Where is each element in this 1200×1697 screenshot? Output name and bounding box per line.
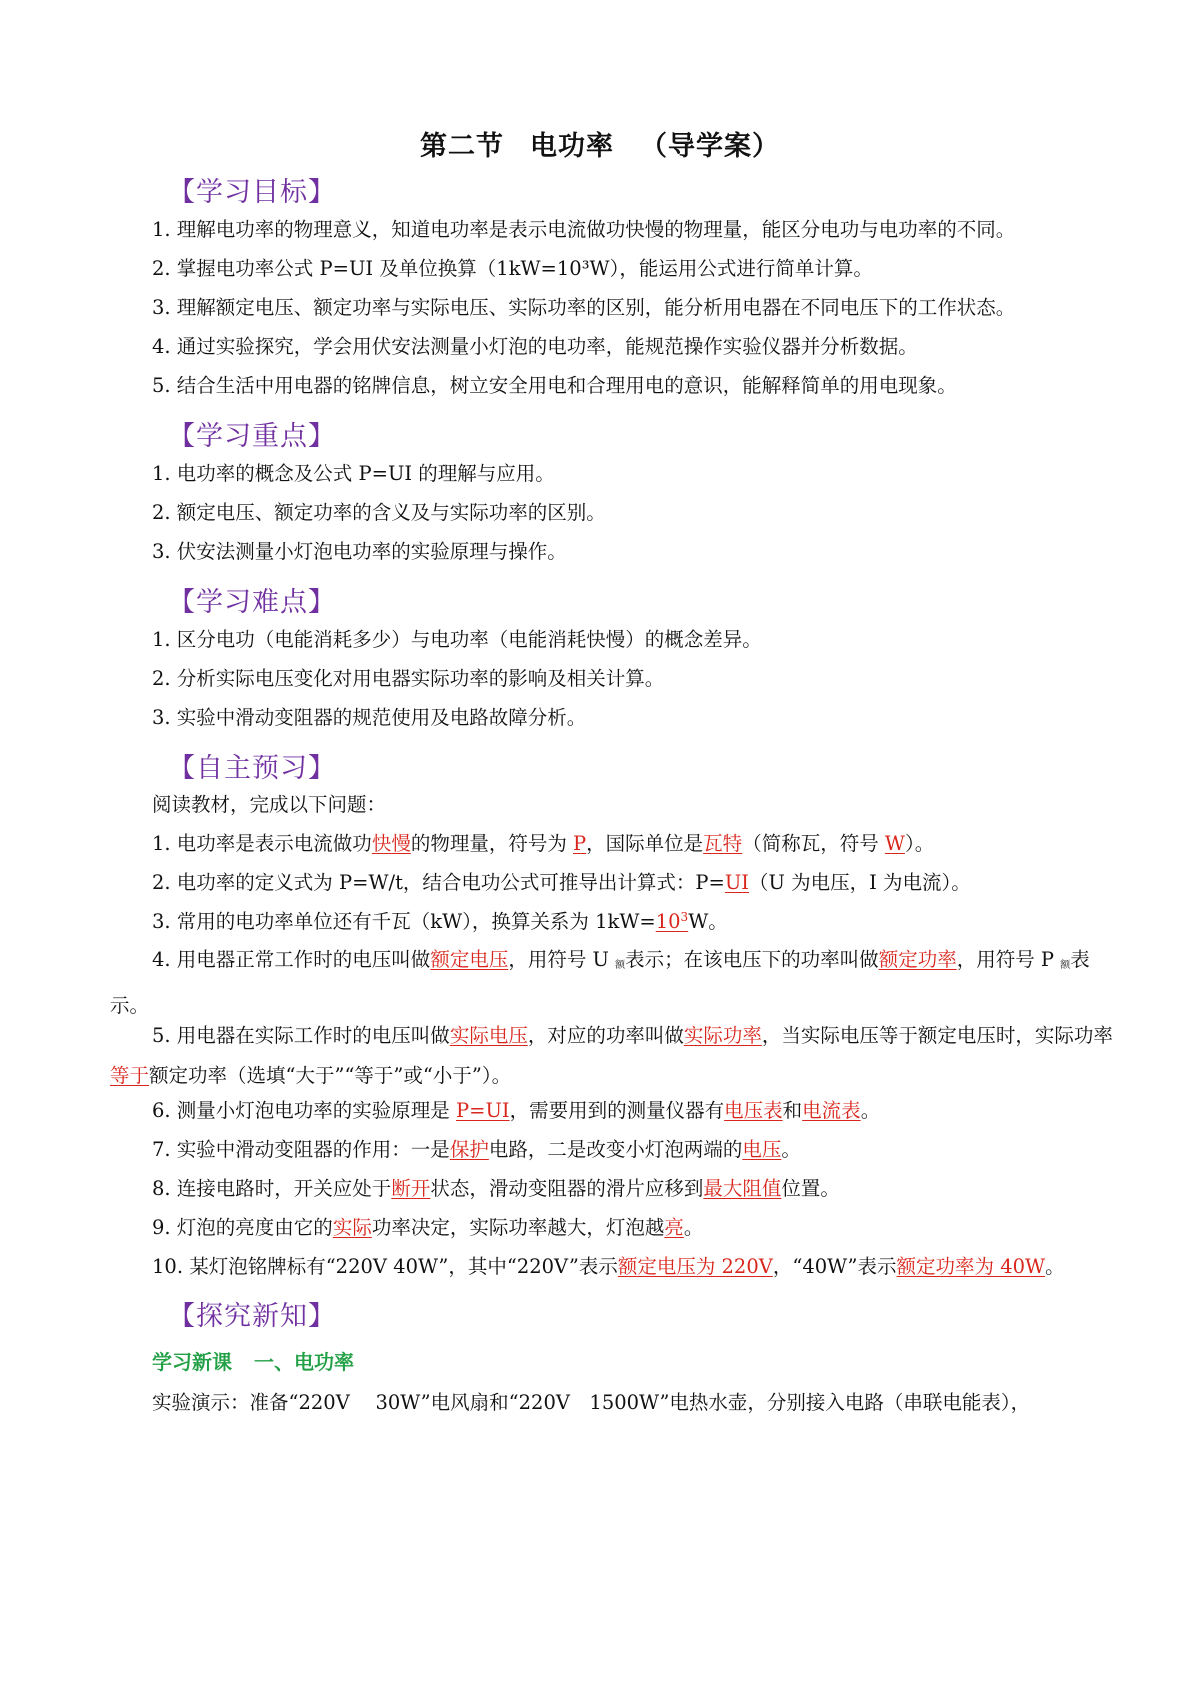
question-text: 表示；在该电压下的功率叫做 [625,948,879,971]
answer-blank: 电压表 [724,1099,783,1122]
answer-blank: 瓦特 [703,832,743,855]
goal-item: 5. 结合生活中用电器的铭牌信息，树立安全用电和合理用电的意识，能解释简单的用电现象。 [152,374,957,397]
answer-blank: 额定功率为 40W [896,1255,1046,1278]
question-text: ，“40W”表示 [772,1255,897,1278]
difficulty-item: 1. 区分电功（电能消耗多少）与电功率（电能消耗快慢）的概念差异。 [152,628,762,651]
subheading-topic: 一、电功率 [254,1350,354,1374]
answer-blank: 实际功率 [683,1024,762,1047]
preview-intro: 阅读教材，完成以下问题： [152,793,387,816]
answer-blank: 快慢 [371,832,411,855]
question-text: ）。 [904,832,935,855]
question-text: 6. 测量小灯泡电功率的实验原理是 [152,1099,457,1122]
preview-question-2 [152,868,1120,898]
question-text: 表示。 [110,948,1090,1017]
difficulty-item: 2. 分析实际电压变化对用电器实际功率的影响及相关计算。 [152,667,665,690]
answer-blank: 实际电压 [449,1024,528,1047]
question-text: ，对应的功率叫做 [527,1024,684,1047]
preview-question-10 [152,1252,1160,1282]
answer-blank: 额定功率 [878,948,957,971]
answer-blank: 电流表 [802,1099,861,1122]
document-title [0,124,1200,163]
question-text: 3. 常用的电功率单位还有千瓦（kW），换算关系为 1kW= [152,910,656,933]
question-text: 。 [781,1138,801,1161]
goal-item: 4. 通过实验探究，学会用伏安法测量小灯泡的电功率，能规范操作实验仪器并分析数据。 [152,335,918,358]
key-point-item: 1. 电功率的概念及公式 P=UI 的理解与应用。 [152,462,555,485]
question-text: 4. 用电器正常工作时的电压叫做 [152,948,431,971]
answer-blank: 亮 [664,1216,684,1239]
question-text: 2. 电功率的定义式为 P=W/t，结合电功公式可推导出计算式：P= [152,871,725,894]
answer-blank: P [573,832,587,855]
answer-blank: UI [724,871,750,894]
preview-question-8 [152,1174,1120,1204]
key-points-heading: 【学习重点】 [168,421,336,452]
question-text: 。 [1045,1255,1065,1278]
subscript: 额 [615,960,626,971]
demo-text: 实验演示：准备“220V 30W”电风扇和“220V 1500W”电热水壶，分别接入电路（串联电能表）， [152,1391,1031,1414]
question-text: 7. 实验中滑动变阻器的作用：一是 [152,1138,450,1161]
question-text: ，用符号 P [956,948,1061,971]
question-text: 额定功率（选填“大于”“等于”或“小于”）。 [149,1064,512,1087]
goal-item: 3. 理解额定电压、额定功率与实际电压、实际功率的区别，能分析用电器在不同电压下的工作状态。 [152,296,1016,319]
question-text: W。 [688,910,728,933]
goal-item: 2. 掌握电功率公式 P=UI 及单位换算（1kW=10³W），能运用公式进行简单计算。 [152,257,873,280]
goals-heading: 【学习目标】 [168,177,336,208]
answer-blank: 断开 [391,1177,431,1200]
question-text: ，用符号 U [508,948,616,971]
preview-question-6 [152,1096,1120,1126]
goal-item: 1. 理解电功率的物理意义，知道电功率是表示电流做功快慢的物理量，能区分电功与电功率的不同。 [152,218,1016,241]
subheading-label: 学习新课 [152,1350,232,1374]
answer-blank: 最大阻值 [703,1177,782,1200]
preview-question-3 [152,907,1120,937]
question-text: 9. 灯泡的亮度由它的 [152,1216,333,1239]
question-text: ，国际单位是 [586,832,704,855]
question-text: （简称瓦，符号 [742,832,885,855]
question-text: 8. 连接电路时，开关应处于 [152,1177,392,1200]
question-text: 位置。 [781,1177,840,1200]
question-text: ，当实际电压等于额定电压时，实际功率 [761,1024,1113,1047]
answer-blank: 实际 [332,1216,372,1239]
preview-heading: 【自主预习】 [168,753,336,784]
lesson-subheading [152,1346,354,1375]
subscript: 额 [1060,960,1071,971]
question-text: ，需要用到的测量仪器有 [509,1099,725,1122]
preview-question-9 [152,1213,1120,1243]
key-point-item: 3. 伏安法测量小灯泡电功率的实验原理与操作。 [152,540,567,563]
answer-blank: 电压 [742,1138,782,1161]
answer-blank: 保护 [449,1138,489,1161]
preview-question-4 [110,940,1122,1026]
question-text: 。 [860,1099,881,1122]
difficulty-item: 3. 实验中滑动变阻器的规范使用及电路故障分析。 [152,706,587,729]
title-section: 第二节 [420,131,504,162]
key-point-item: 2. 额定电压、额定功率的含义及与实际功率的区别。 [152,501,606,524]
answer-exponent: 3 [680,910,689,924]
answer-blank [656,910,688,933]
answer-blank: 额定电压 [430,948,509,971]
answer-blank: P=UI [456,1099,510,1122]
question-text: 5. 用电器在实际工作时的电压叫做 [152,1024,450,1047]
question-text: （U 为电压，I 为电流）。 [749,871,971,894]
explore-heading: 【探究新知】 [168,1301,336,1332]
preview-question-1 [152,829,1120,859]
title-topic: 电功率 [530,131,614,162]
question-text: 状态，滑动变阻器的滑片应移到 [430,1177,704,1200]
difficulties-heading: 【学习难点】 [168,587,336,618]
answer-blank: W [884,832,905,855]
question-text: 功率决定，实际功率越大，灯泡越 [371,1216,665,1239]
question-text: 和 [782,1099,803,1122]
question-text: 的物理量，符号为 [410,832,574,855]
question-text: 电路，二是改变小灯泡两端的 [488,1138,743,1161]
answer-base: 10 [655,910,681,933]
title-type: （导学案） [640,131,780,162]
preview-question-5 [110,1016,1122,1096]
question-text: 1. 电功率是表示电流做功 [152,832,372,855]
answer-blank: 等于 [110,1064,150,1087]
question-text: 。 [683,1216,704,1239]
answer-blank: 额定电压为 220V [617,1255,773,1278]
question-text: 10. 某灯泡铭牌标有“220V 40W”，其中“220V”表示 [152,1255,618,1278]
preview-question-7 [152,1135,1120,1165]
